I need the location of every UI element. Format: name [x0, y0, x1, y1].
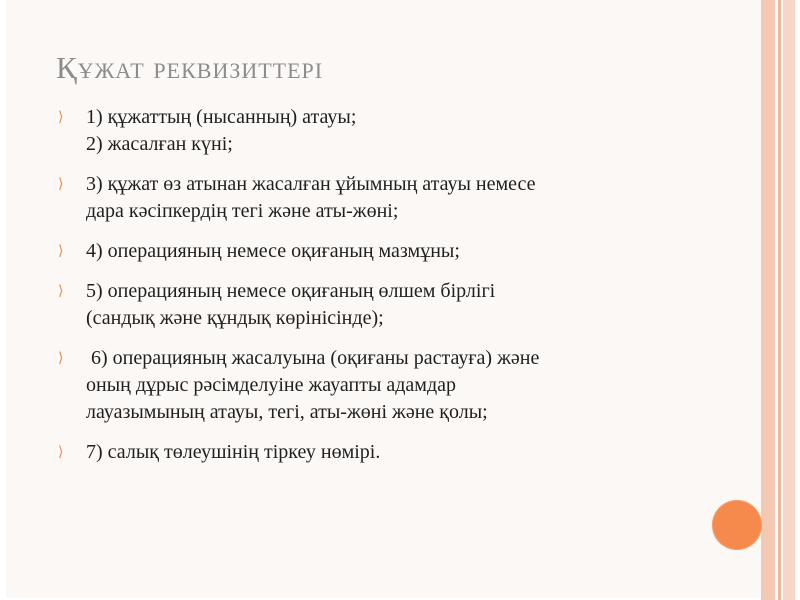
bullet-item-1 — [56, 104, 716, 158]
bullet-list — [56, 104, 716, 479]
bullet-item-6 — [56, 439, 716, 466]
bullet-arrow-icon: ⟩ — [58, 109, 64, 125]
bullet-text-line: оның дұрыс рәсімделуіне жауапты адамдар — [86, 374, 457, 396]
bullet-text-line: 3) құжат өз атынан жасалған ұйымның атауы немесе — [86, 173, 536, 195]
bullet-text-line: 6) операцияның жасалуына (оқиғаны растауға) және — [86, 347, 540, 369]
bullet-arrow-icon: ⟩ — [58, 176, 64, 192]
decorative-orange-circle — [712, 500, 762, 550]
bullet-text-line: 5) операцияның немесе оқиғаның өлшем бірлігі — [86, 280, 496, 302]
bullet-text-line: 4) операцияның немесе оқиғаның мазмұны; — [86, 240, 460, 262]
bullet-arrow-icon: ⟩ — [58, 283, 64, 299]
bullet-text-line: 1) құжаттың (нысанның) атауы; — [86, 106, 357, 128]
bullet-text-line: 2) жасалған күні; — [86, 133, 233, 155]
bullet-item-3 — [56, 238, 716, 265]
bullet-item-4 — [56, 278, 716, 332]
decorative-stripe-gap — [795, 0, 800, 600]
bullet-arrow-icon: ⟩ — [58, 350, 64, 366]
bullet-item-5 — [56, 345, 716, 426]
decorative-stripe — [761, 0, 775, 600]
slide-title: Құжат реквизиттері — [56, 50, 324, 85]
bullet-text-line: (сандық және құндық көрінісінде); — [86, 307, 384, 329]
bullet-text-line: дара кәсіпкердің тегі және аты-жөні; — [86, 200, 399, 222]
bullet-text-line: 7) салық төлеушінің тіркеу нөмірі. — [86, 441, 381, 463]
bullet-arrow-icon: ⟩ — [58, 243, 64, 259]
bullet-item-2 — [56, 171, 716, 225]
bullet-text-line: лауазымының атауы, тегі, аты-жөні және қолы; — [86, 401, 488, 423]
decorative-stripe — [783, 0, 795, 600]
bullet-arrow-icon: ⟩ — [58, 444, 64, 460]
